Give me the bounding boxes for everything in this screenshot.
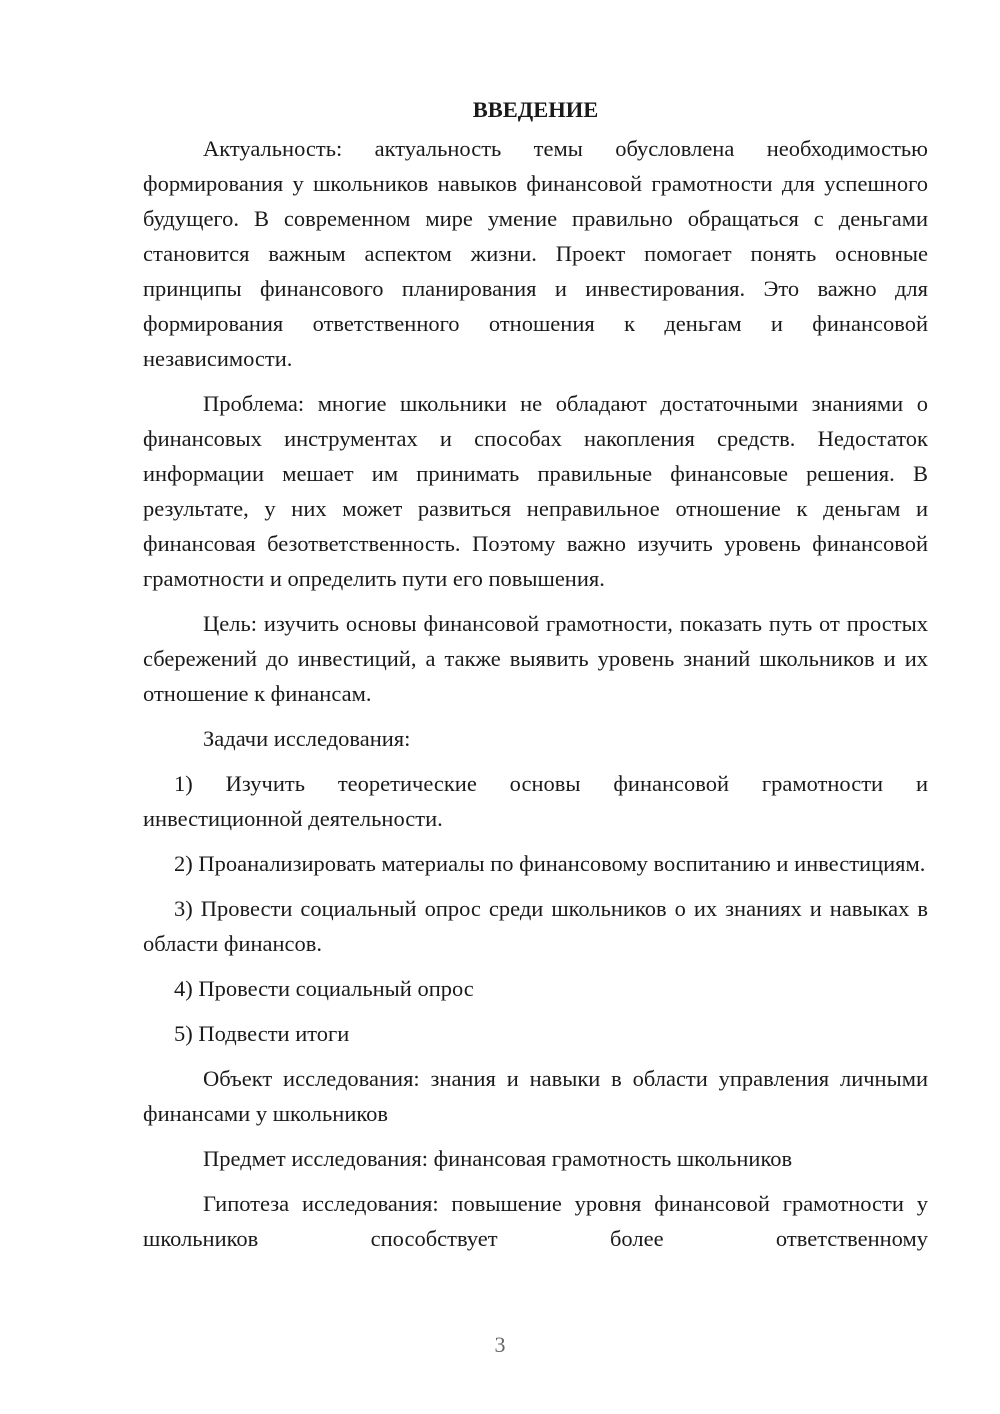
task-item-4: 4) Провести социальный опрос <box>174 976 474 1001</box>
goal-paragraph: Цель: изучить основы финансовой грамотности, показать путь от простых сбережений до инвестиций, а также выявить уровень знаний школьников и их отношение к финансам. <box>143 611 928 706</box>
page-number: 3 <box>494 1332 506 1357</box>
tasks-heading: Задачи исследования: <box>203 726 411 751</box>
hypothesis-paragraph: Гипотеза исследования: повышение уровня финансовой грамотности у школьников способствует более ответственному <box>143 1191 928 1251</box>
task-item-2: 2) Проанализировать материалы по финансовому воспитанию и инвестициям. <box>174 851 926 876</box>
document-page <box>143 92 928 1256</box>
relevance-paragraph: Актуальность: актуальность темы обусловлена необходимостью формирования у школьников навыков финансовой грамотности для успешного будущего. В современном мире умение правильно обращаться с деньгами становится важным аспектом жизни. Проект помогает понять основные принципы финансового планирования и инвестирования. Это важно для формирования ответственного отношения к деньгам и финансовой независимости. <box>143 136 928 371</box>
problem-paragraph: Проблема: многие школьники не обладают достаточными знаниями о финансовых инструментах и способах накопления средств. Недостаток информации мешает им принимать правильные финансовые решения. В результате, у них может развиться неправильное отношение к деньгам и финансовая безответственность. Поэтому важно изучить уровень финансовой грамотности и определить пути его повышения. <box>143 391 928 591</box>
task-item-5: 5) Подвести итоги <box>174 1021 350 1046</box>
task-item-1: 1) Изучить теоретические основы финансовой грамотности и инвестиционной деятельности. <box>143 771 928 831</box>
subject-paragraph: Предмет исследования: финансовая грамотность школьников <box>203 1146 793 1171</box>
object-paragraph: Объект исследования: знания и навыки в области управления личными финансами у школьников <box>143 1066 928 1126</box>
task-item-3: 3) Провести социальный опрос среди школьников о их знаниях и навыках в области финансов. <box>143 896 928 956</box>
section-title: ВВЕДЕНИЕ <box>472 97 599 122</box>
